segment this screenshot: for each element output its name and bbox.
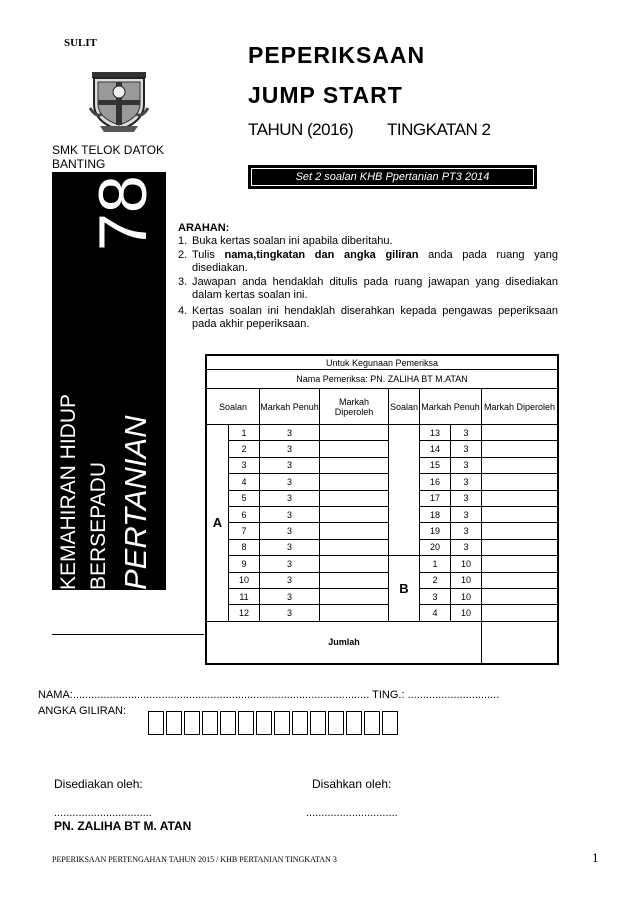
instruction-item: [178, 305, 558, 331]
marks-obtained: [482, 573, 557, 589]
question-number: 4: [229, 474, 260, 490]
approved-by-label: Disahkan oleh:: [312, 777, 392, 791]
marks-obtained: [320, 474, 389, 490]
index-number-box[interactable]: [328, 711, 344, 735]
instruction-number: 4.: [178, 305, 188, 317]
marks-obtained: [320, 589, 389, 605]
instruction-text: [192, 235, 558, 248]
prepared-signature-line: ................................: [54, 807, 152, 819]
question-number: 17: [420, 491, 451, 507]
instruction-item: [178, 276, 558, 302]
index-number-box[interactable]: [292, 711, 308, 735]
header-full-marks: Markah Penuh: [260, 389, 320, 425]
question-number: 12: [229, 605, 260, 621]
section-b-label: B: [389, 556, 420, 622]
index-number-box[interactable]: [310, 711, 326, 735]
subject-title-line-3: PERTANIAN: [118, 415, 153, 590]
question-number: 2: [229, 441, 260, 457]
index-number-box[interactable]: [202, 711, 218, 735]
index-number-boxes: [148, 711, 400, 735]
index-number-box[interactable]: [220, 711, 236, 735]
index-number-box[interactable]: [184, 711, 200, 735]
marks-obtained: [482, 556, 557, 572]
title-line-1: PEPERIKSAAN: [248, 42, 426, 68]
full-marks: 3: [260, 573, 320, 589]
full-marks: 3: [260, 441, 320, 457]
instructions-heading: ARAHAN:: [178, 222, 230, 234]
marks-obtained: [482, 605, 557, 621]
question-number: 19: [420, 523, 451, 539]
instruction-text-bold: nama,tingkatan dan angka giliran: [224, 249, 419, 261]
index-number-box[interactable]: [346, 711, 362, 735]
subject-title-line-1: KEMAHIRAN HIDUP: [57, 393, 80, 590]
full-marks: 3: [451, 425, 482, 441]
marks-obtained: [482, 491, 557, 507]
question-number: 10: [229, 573, 260, 589]
question-number: 8: [229, 540, 260, 556]
index-number-box[interactable]: [238, 711, 254, 735]
instruction-number: 2.: [178, 249, 188, 261]
question-number: 6: [229, 507, 260, 523]
full-marks: 3: [451, 523, 482, 539]
marks-obtained: [482, 507, 557, 523]
marks-obtained: [482, 425, 557, 441]
marks-obtained: [320, 556, 389, 572]
full-marks: 3: [451, 491, 482, 507]
set-banner: [248, 165, 537, 189]
subject-code: 78: [85, 175, 161, 251]
instruction-text: [192, 249, 558, 275]
header-question: Soalan: [389, 389, 420, 425]
instruction-number: 3.: [178, 276, 188, 288]
marks-obtained: [320, 523, 389, 539]
examiner-table: [205, 354, 559, 665]
marks-obtained: [320, 458, 389, 474]
table-title: Untuk Kegunaan Pemeriksa: [207, 356, 557, 370]
classification-label: SULIT: [64, 37, 98, 49]
full-marks: 3: [260, 523, 320, 539]
question-number: 1: [229, 425, 260, 441]
set-banner-label: Set 2 soalan KHB Ppertanian PT3 2014: [251, 168, 534, 186]
total-label: Jumlah: [207, 622, 482, 663]
form-label: TINGKATAN 2: [387, 120, 491, 139]
preparer-name: PN. ZALIHA BT M. ATAN: [54, 819, 192, 833]
subject-title-line-2: BERSEPADU: [87, 462, 110, 590]
school-name: SMK TELOK DATOK BANTING: [52, 143, 165, 171]
marks-obtained: [482, 458, 557, 474]
question-number: 2: [420, 573, 451, 589]
page-footer: PEPERIKSAAN PERTENGAHAN TAHUN 2015 / KHB PERTANIAN TINGKATAN 3: [52, 855, 337, 864]
examiner-name: Nama Pemeriksa: PN. ZALIHA BT M.ATAN: [207, 370, 557, 389]
header-full-marks: Markah Penuh: [420, 389, 482, 425]
name-form-line: NAMA:................................................................................................. TING.: ..............................: [38, 689, 500, 701]
marks-obtained: [320, 441, 389, 457]
instruction-number: 1.: [178, 235, 188, 247]
full-marks: 3: [260, 491, 320, 507]
index-number-box[interactable]: [274, 711, 290, 735]
full-marks: 3: [260, 589, 320, 605]
full-marks: 10: [451, 605, 482, 621]
instruction-text: [192, 305, 558, 331]
question-number: 16: [420, 474, 451, 490]
year-label: TAHUN (2016): [248, 120, 354, 139]
full-marks: 3: [260, 458, 320, 474]
full-marks: 10: [451, 589, 482, 605]
question-number: 18: [420, 507, 451, 523]
question-number: 9: [229, 556, 260, 572]
section-a-label: A: [207, 425, 229, 622]
full-marks: 3: [451, 540, 482, 556]
marks-obtained: [320, 605, 389, 621]
instructions: [178, 222, 558, 332]
instruction-text-part: anda pada ruang yang disediakan.: [192, 249, 558, 274]
index-number-box[interactable]: [382, 711, 398, 735]
marks-obtained: [482, 474, 557, 490]
question-number: 15: [420, 458, 451, 474]
instruction-text: [192, 276, 558, 302]
marks-obtained: [320, 491, 389, 507]
marks-obtained: [320, 573, 389, 589]
index-number-label: ANGKA GILIRAN:: [38, 705, 127, 717]
full-marks: 3: [451, 441, 482, 457]
question-number: 11: [229, 589, 260, 605]
header-question: Soalan: [207, 389, 260, 425]
instruction-item: [178, 235, 558, 248]
question-number: 4: [420, 605, 451, 621]
full-marks: 3: [260, 507, 320, 523]
instructions-list: [178, 235, 558, 331]
prepared-by-label: Disediakan oleh:: [54, 777, 143, 791]
title-line-2: JUMP START: [248, 82, 403, 108]
marks-obtained: [482, 540, 557, 556]
full-marks: 10: [451, 573, 482, 589]
marks-obtained: [320, 425, 389, 441]
marks-obtained: [320, 540, 389, 556]
question-number: 20: [420, 540, 451, 556]
divider-line: [52, 634, 204, 635]
full-marks: 3: [260, 425, 320, 441]
question-number: 1: [420, 556, 451, 572]
marks-obtained: [320, 507, 389, 523]
question-number: 5: [229, 491, 260, 507]
header-marks-obtained: Markah Diperoleh: [320, 389, 389, 425]
full-marks: 3: [260, 474, 320, 490]
approved-signature-line: ..............................: [306, 807, 398, 819]
question-number: 7: [229, 523, 260, 539]
question-number: 3: [229, 458, 260, 474]
index-number-box[interactable]: [256, 711, 272, 735]
subject-title-vertical: [52, 300, 166, 590]
full-marks: 3: [451, 474, 482, 490]
total-marks-obtained: [482, 622, 557, 663]
question-number: 14: [420, 441, 451, 457]
index-number-box[interactable]: [148, 711, 164, 735]
page-number: 1: [592, 850, 599, 865]
instruction-text-part: Jawapan anda hendaklah ditulis pada ruang jawapan yang disediakan dalam kertas soalan ini.: [192, 276, 558, 301]
full-marks: 3: [260, 556, 320, 572]
instruction-item: [178, 249, 558, 275]
marks-obtained: [482, 441, 557, 457]
index-number-box[interactable]: [364, 711, 380, 735]
question-number: 13: [420, 425, 451, 441]
marks-obtained: [482, 523, 557, 539]
full-marks: 3: [451, 458, 482, 474]
instruction-text-part: Buka kertas soalan ini apabila diberitahu.: [192, 235, 393, 247]
full-marks: 3: [260, 540, 320, 556]
school-crest-logo: [88, 64, 150, 134]
header-marks-obtained: Markah Diperoleh: [482, 389, 557, 425]
marks-obtained: [482, 589, 557, 605]
full-marks: 3: [451, 507, 482, 523]
question-number: 3: [420, 589, 451, 605]
full-marks: 10: [451, 556, 482, 572]
index-number-box[interactable]: [166, 711, 182, 735]
instruction-text-part: Tulis: [192, 249, 225, 261]
instruction-text-part: Kertas soalan ini hendaklah diserahkan kepada pengawas peperiksaan pada akhir peperiksaan.: [192, 305, 558, 330]
full-marks: 3: [260, 605, 320, 621]
section-a-spacer: [389, 425, 420, 556]
